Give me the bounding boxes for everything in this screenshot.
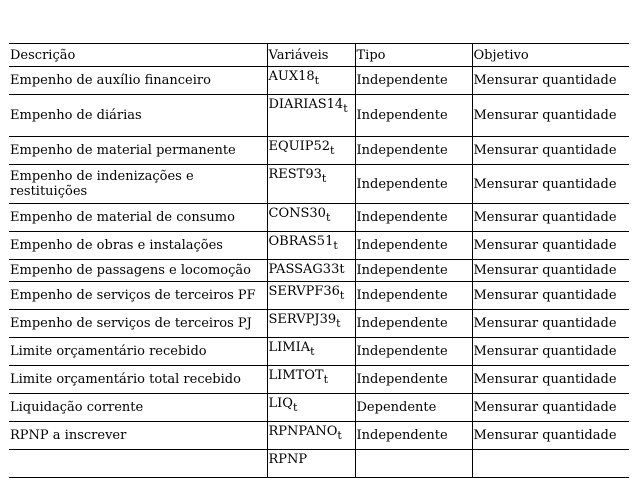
cell-tipo: Independente [355,366,472,394]
cell-descricao: Liquidação corrente [9,394,267,422]
cell-tipo: Independente [355,310,472,338]
table-header-row [9,44,629,67]
table-row [9,450,629,478]
cell-descricao: Empenho de material permanente [9,137,267,165]
cell-tipo: Independente [355,282,472,310]
table-row [9,310,629,338]
cell-descricao: Empenho de serviços de terceiros PJ [9,310,267,338]
cell-objetivo: Mensurar quantidade [472,366,629,394]
table-row [9,137,629,165]
table-row [9,366,629,394]
cell-variavel [267,67,355,95]
table-row [9,260,629,282]
cell-descricao: Empenho de diárias [9,95,267,137]
cell-objetivo: Mensurar quantidade [472,67,629,95]
variable-subscript: t [337,429,342,442]
variable-name: AUX18 [268,69,315,84]
variable-subscript: t [310,345,315,358]
table-row [9,338,629,366]
cell-objetivo: Mensurar quantidade [472,165,629,204]
header-objetivo: Objetivo [472,44,629,67]
cell-objetivo: Mensurar quantidade [472,282,629,310]
table-row [9,204,629,232]
cell-objetivo: Mensurar quantidade [472,310,629,338]
cell-tipo: Independente [355,95,472,137]
variable-name: SERVPF36 [268,284,340,299]
variable-subscript: t [321,172,327,185]
cell-objetivo: Mensurar quantidade [472,137,629,165]
cell-variavel [267,422,355,450]
table-row [9,95,629,137]
cell-objetivo [472,450,629,478]
variable-name: RPNP [268,452,308,467]
variable-name: LIMTOT [268,368,324,383]
cell-descricao: Limite orçamentário total recebido [9,366,267,394]
variable-subscript: t [336,317,341,330]
cell-variavel [267,137,355,165]
cell-objetivo: Mensurar quantidade [472,338,629,366]
cell-variavel [267,338,355,366]
variables-table [9,43,629,478]
cell-variavel [267,260,355,282]
header-descricao: Descrição [9,44,267,67]
variable-name: EQUIP52 [268,139,331,154]
variable-name: DIARIAS14 [268,97,344,112]
cell-variavel [267,232,355,260]
variable-subscript: t [323,373,329,386]
cell-descricao: Empenho de indenizações e restituições [9,165,267,204]
variable-subscript: t [339,289,345,302]
cell-variavel [267,204,355,232]
variable-subscript: t [333,239,338,252]
cell-variavel [267,165,355,204]
cell-tipo: Independente [355,165,472,204]
cell-objetivo: Mensurar quantidade [472,204,629,232]
variable-name: OBRAS51 [268,234,334,249]
table-row [9,165,629,204]
cell-objetivo: Mensurar quantidade [472,394,629,422]
table-row [9,232,629,260]
table-row [9,422,629,450]
table-row [9,282,629,310]
cell-objetivo: Mensurar quantidade [472,232,629,260]
cell-descricao: Empenho de auxílio financeiro [9,67,267,95]
variable-name: PASSAG33t [268,262,345,277]
variable-name: SERVPJ39 [268,312,337,327]
cell-descricao [9,450,267,478]
cell-objetivo: Mensurar quantidade [472,422,629,450]
variable-name: LIQ [268,396,293,411]
variable-name: REST93 [268,167,322,182]
cell-descricao: Limite orçamentário recebido [9,338,267,366]
variable-name: LIMIA [268,340,311,355]
cell-descricao: RPNP a inscrever [9,422,267,450]
cell-objetivo: Mensurar quantidade [472,260,629,282]
cell-tipo: Dependente [355,394,472,422]
cell-tipo: Independente [355,232,472,260]
cell-tipo: Independente [355,204,472,232]
cell-variavel [267,450,355,478]
header-variaveis: Variáveis [267,44,355,67]
variable-name: CONS30 [268,206,326,221]
cell-tipo [355,450,472,478]
cell-tipo: Independente [355,422,472,450]
cell-tipo: Independente [355,137,472,165]
cell-descricao: Empenho de passagens e locomoção [9,260,267,282]
table-row [9,394,629,422]
variable-subscript: t [314,74,320,87]
cell-variavel [267,394,355,422]
cell-descricao: Empenho de obras e instalações [9,232,267,260]
cell-variavel [267,310,355,338]
cell-descricao: Empenho de serviços de terceiros PF [9,282,267,310]
variable-subscript: t [330,144,335,157]
cell-tipo: Independente [355,260,472,282]
cell-variavel [267,95,355,137]
variable-subscript: t [343,102,348,115]
cell-variavel [267,366,355,394]
table-row [9,67,629,95]
variable-subscript: t [325,211,331,224]
variable-subscript: t [292,401,298,414]
cell-variavel [267,282,355,310]
header-tipo: Tipo [355,44,472,67]
cell-objetivo: Mensurar quantidade [472,95,629,137]
cell-tipo: Independente [355,67,472,95]
cell-descricao: Empenho de material de consumo [9,204,267,232]
cell-tipo: Independente [355,338,472,366]
variable-name: RPNPANO [268,424,338,439]
